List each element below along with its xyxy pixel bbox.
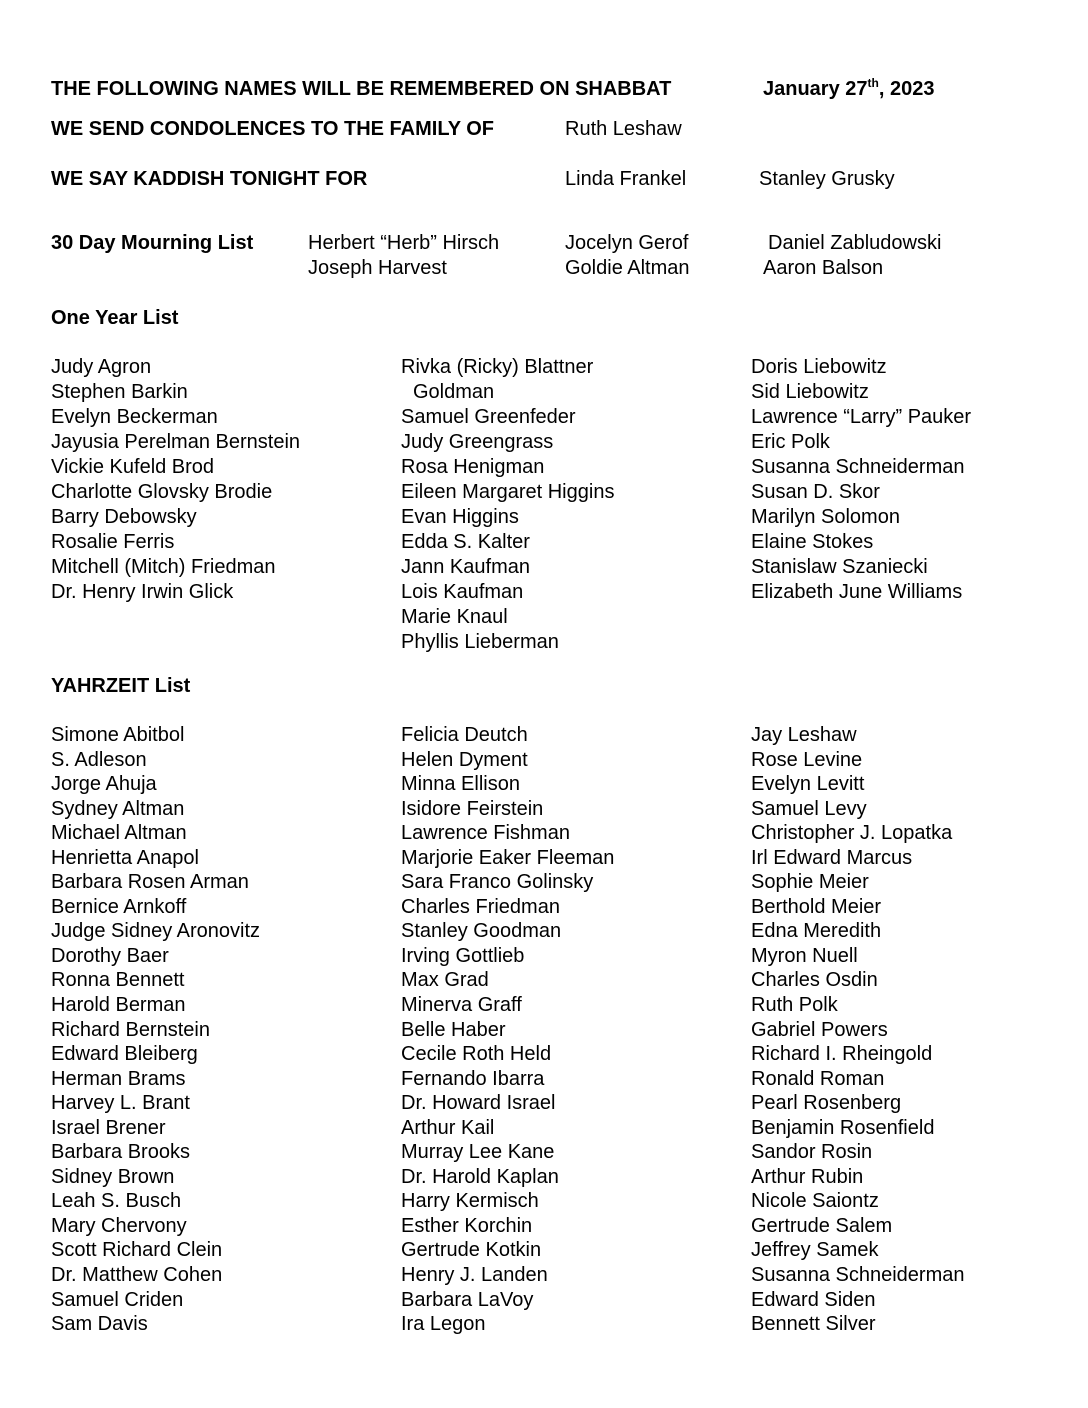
one-year-column-1 [51, 355, 300, 605]
list-item: Rosalie Ferris [51, 531, 175, 553]
list-item: Elizabeth June Williams [751, 581, 963, 603]
condolences-label: WE SEND CONDOLENCES TO THE FAMILY OF [51, 118, 495, 140]
list-item: Dr. Henry Irwin Glick [51, 581, 234, 603]
list-item: Rose Levine [751, 748, 863, 771]
list-item: Judy Greengrass [401, 431, 554, 453]
list-item: Stanislaw Szaniecki [751, 556, 928, 578]
list-item: Gertrude Salem [751, 1214, 893, 1237]
kaddish-label: WE SAY KADDISH TONIGHT FOR [51, 168, 368, 190]
list-item: Jay Leshaw [751, 724, 857, 746]
yahrzeit-column-2 [401, 723, 614, 1337]
list-item: Lois Kaufman [401, 581, 524, 603]
list-item: Ira Legon [401, 1313, 486, 1336]
list-item: Max Grad [401, 969, 489, 992]
list-item: Myron Nuell [751, 944, 858, 967]
list-item: Lawrence Fishman [401, 822, 570, 845]
list-item: Jann Kaufman [401, 556, 530, 578]
mourning-name: Herbert “Herb” Hirsch [308, 232, 500, 254]
list-item: Stanley Goodman [401, 920, 562, 943]
mourning-list-label: 30 Day Mourning List [51, 232, 254, 254]
list-item: Herman Brams [51, 1067, 186, 1090]
list-item: Scott Richard Clein [51, 1239, 223, 1262]
list-item: Israel Brener [51, 1116, 166, 1139]
list-item: Harold Berman [51, 994, 186, 1017]
list-item: Sara Franco Golinsky [401, 871, 594, 894]
list-item: Sam Davis [51, 1313, 148, 1336]
list-item: Pearl Rosenberg [751, 1092, 902, 1115]
list-item: Gertrude Kotkin [401, 1239, 542, 1262]
list-item: Barry Debowsky [51, 506, 197, 528]
list-item: Harvey L. Brant [51, 1092, 190, 1115]
date-prefix: January 27 [763, 78, 868, 100]
list-item: Susan D. Skor [751, 481, 880, 503]
list-item: Eileen Margaret Higgins [401, 481, 615, 503]
list-item: Sidney Brown [51, 1165, 175, 1188]
date-suffix-sup: th [867, 76, 879, 90]
list-item: Lawrence “Larry” Pauker [751, 406, 972, 428]
mourning-name: Aaron Balson [763, 257, 884, 279]
list-item: Ruth Polk [751, 994, 838, 1017]
list-item: Arthur Kail [401, 1116, 495, 1139]
date-year: , 2023 [878, 78, 935, 100]
list-item: Edna Meredith [751, 920, 882, 943]
list-item: Murray Lee Kane [401, 1141, 555, 1164]
one-year-column-3 [751, 355, 971, 605]
list-item: Judy Agron [51, 356, 152, 378]
one-year-list-label: One Year List [51, 307, 179, 329]
list-item: Jorge Ahuja [51, 773, 157, 796]
list-item: Leah S. Busch [51, 1190, 182, 1213]
list-item: Berthold Meier [751, 895, 882, 918]
list-item: Dorothy Baer [51, 944, 169, 967]
one-year-column-2 [401, 355, 614, 655]
list-item: Christopher J. Lopatka [751, 822, 953, 845]
list-item: Dr. Harold Kaplan [401, 1165, 559, 1188]
list-item: Sandor Rosin [751, 1141, 873, 1164]
list-item: Samuel Levy [751, 797, 867, 820]
list-item: Barbara Rosen Arman [51, 871, 249, 894]
list-item: Cecile Roth Held [401, 1043, 552, 1066]
list-item: Vickie Kufeld Brod [51, 456, 215, 478]
list-item: Edda S. Kalter [401, 531, 530, 553]
list-item: Charlotte Glovsky Brodie [51, 481, 273, 503]
service-date [763, 77, 934, 101]
list-item: Charles Osdin [751, 969, 878, 992]
list-item: Stephen Barkin [51, 381, 188, 403]
list-item: Barbara LaVoy [401, 1288, 534, 1311]
list-item: Gabriel Powers [751, 1018, 888, 1041]
list-item: Evan Higgins [401, 506, 519, 528]
list-item: Evelyn Levitt [751, 773, 865, 796]
list-item: Fernando Ibarra [401, 1067, 545, 1090]
list-item: Elaine Stokes [751, 531, 874, 553]
kaddish-name: Linda Frankel [565, 168, 687, 190]
list-item: Charles Friedman [401, 895, 560, 918]
list-item: Mary Chervony [51, 1214, 187, 1237]
list-item: Richard Bernstein [51, 1018, 210, 1041]
list-item: Rosa Henigman [401, 456, 545, 478]
list-item: Simone Abitbol [51, 724, 185, 746]
list-item: Samuel Criden [51, 1288, 184, 1311]
list-item: Jayusia Perelman Bernstein [51, 431, 301, 453]
list-item: Marie Knaul [401, 606, 508, 628]
list-item: Ronald Roman [751, 1067, 885, 1090]
list-item: Esther Korchin [401, 1214, 533, 1237]
yahrzeit-list-label: YAHRZEIT List [51, 675, 191, 697]
list-item: Judge Sidney Aronovitz [51, 920, 261, 943]
list-item: Benjamin Rosenfield [751, 1116, 935, 1139]
list-item: Ronna Bennett [51, 969, 185, 992]
condolence-name: Ruth Leshaw [565, 118, 682, 140]
list-item: Richard I. Rheingold [751, 1043, 933, 1066]
list-item: Henry J. Landen [401, 1264, 548, 1287]
list-item: Irl Edward Marcus [751, 846, 913, 869]
list-item: Irving Gottlieb [401, 944, 525, 967]
list-item: Susanna Schneiderman [751, 1264, 965, 1287]
list-item: Felicia Deutch [401, 724, 528, 746]
list-item: Dr. Howard Israel [401, 1092, 556, 1115]
list-item: Sophie Meier [751, 871, 869, 894]
list-item: Minna Ellison [401, 773, 520, 796]
list-item: Minerva Graff [401, 994, 522, 1017]
mourning-name: Goldie Altman [565, 257, 690, 279]
mourning-name: Jocelyn Gerof [565, 232, 689, 254]
list-item: Samuel Greenfeder [401, 406, 576, 428]
list-item: Susanna Schneiderman [751, 456, 965, 478]
list-item: Dr. Matthew Cohen [51, 1264, 223, 1287]
list-item: Evelyn Beckerman [51, 406, 218, 428]
list-item: Doris Liebowitz [751, 356, 887, 378]
list-item: Edward Siden [751, 1288, 876, 1311]
list-item: Rivka (Ricky) Blattner [401, 356, 594, 378]
list-item: Isidore Feirstein [401, 797, 544, 820]
list-item: S. Adleson [51, 748, 147, 771]
list-item: Edward Bleiberg [51, 1043, 198, 1066]
list-item: Arthur Rubin [751, 1165, 864, 1188]
list-item: Mitchell (Mitch) Friedman [51, 556, 276, 578]
list-item-continuation: Goldman [413, 381, 495, 403]
list-item: Marjorie Eaker Fleeman [401, 846, 615, 869]
list-item: Michael Altman [51, 822, 187, 845]
yahrzeit-column-1 [51, 723, 260, 1337]
list-item: Bennett Silver [751, 1313, 876, 1336]
list-item: Henrietta Anapol [51, 846, 199, 869]
list-item: Sid Liebowitz [751, 381, 869, 403]
list-item: Marilyn Solomon [751, 506, 900, 528]
page-title: THE FOLLOWING NAMES WILL BE REMEMBERED ON SHABBAT [51, 78, 672, 100]
list-item: Jeffrey Samek [751, 1239, 879, 1262]
list-item: Harry Kermisch [401, 1190, 539, 1213]
list-item: Bernice Arnkoff [51, 895, 187, 918]
kaddish-name: Stanley Grusky [759, 168, 895, 190]
mourning-name: Joseph Harvest [308, 257, 447, 279]
list-item: Eric Polk [751, 431, 830, 453]
list-item: Sydney Altman [51, 797, 185, 820]
list-item: Phyllis Lieberman [401, 631, 559, 653]
mourning-name: Daniel Zabludowski [768, 232, 942, 254]
list-item: Barbara Brooks [51, 1141, 190, 1164]
yahrzeit-column-3 [751, 723, 964, 1337]
list-item: Belle Haber [401, 1018, 506, 1041]
list-item: Helen Dyment [401, 748, 528, 771]
list-item: Nicole Saiontz [751, 1190, 879, 1213]
